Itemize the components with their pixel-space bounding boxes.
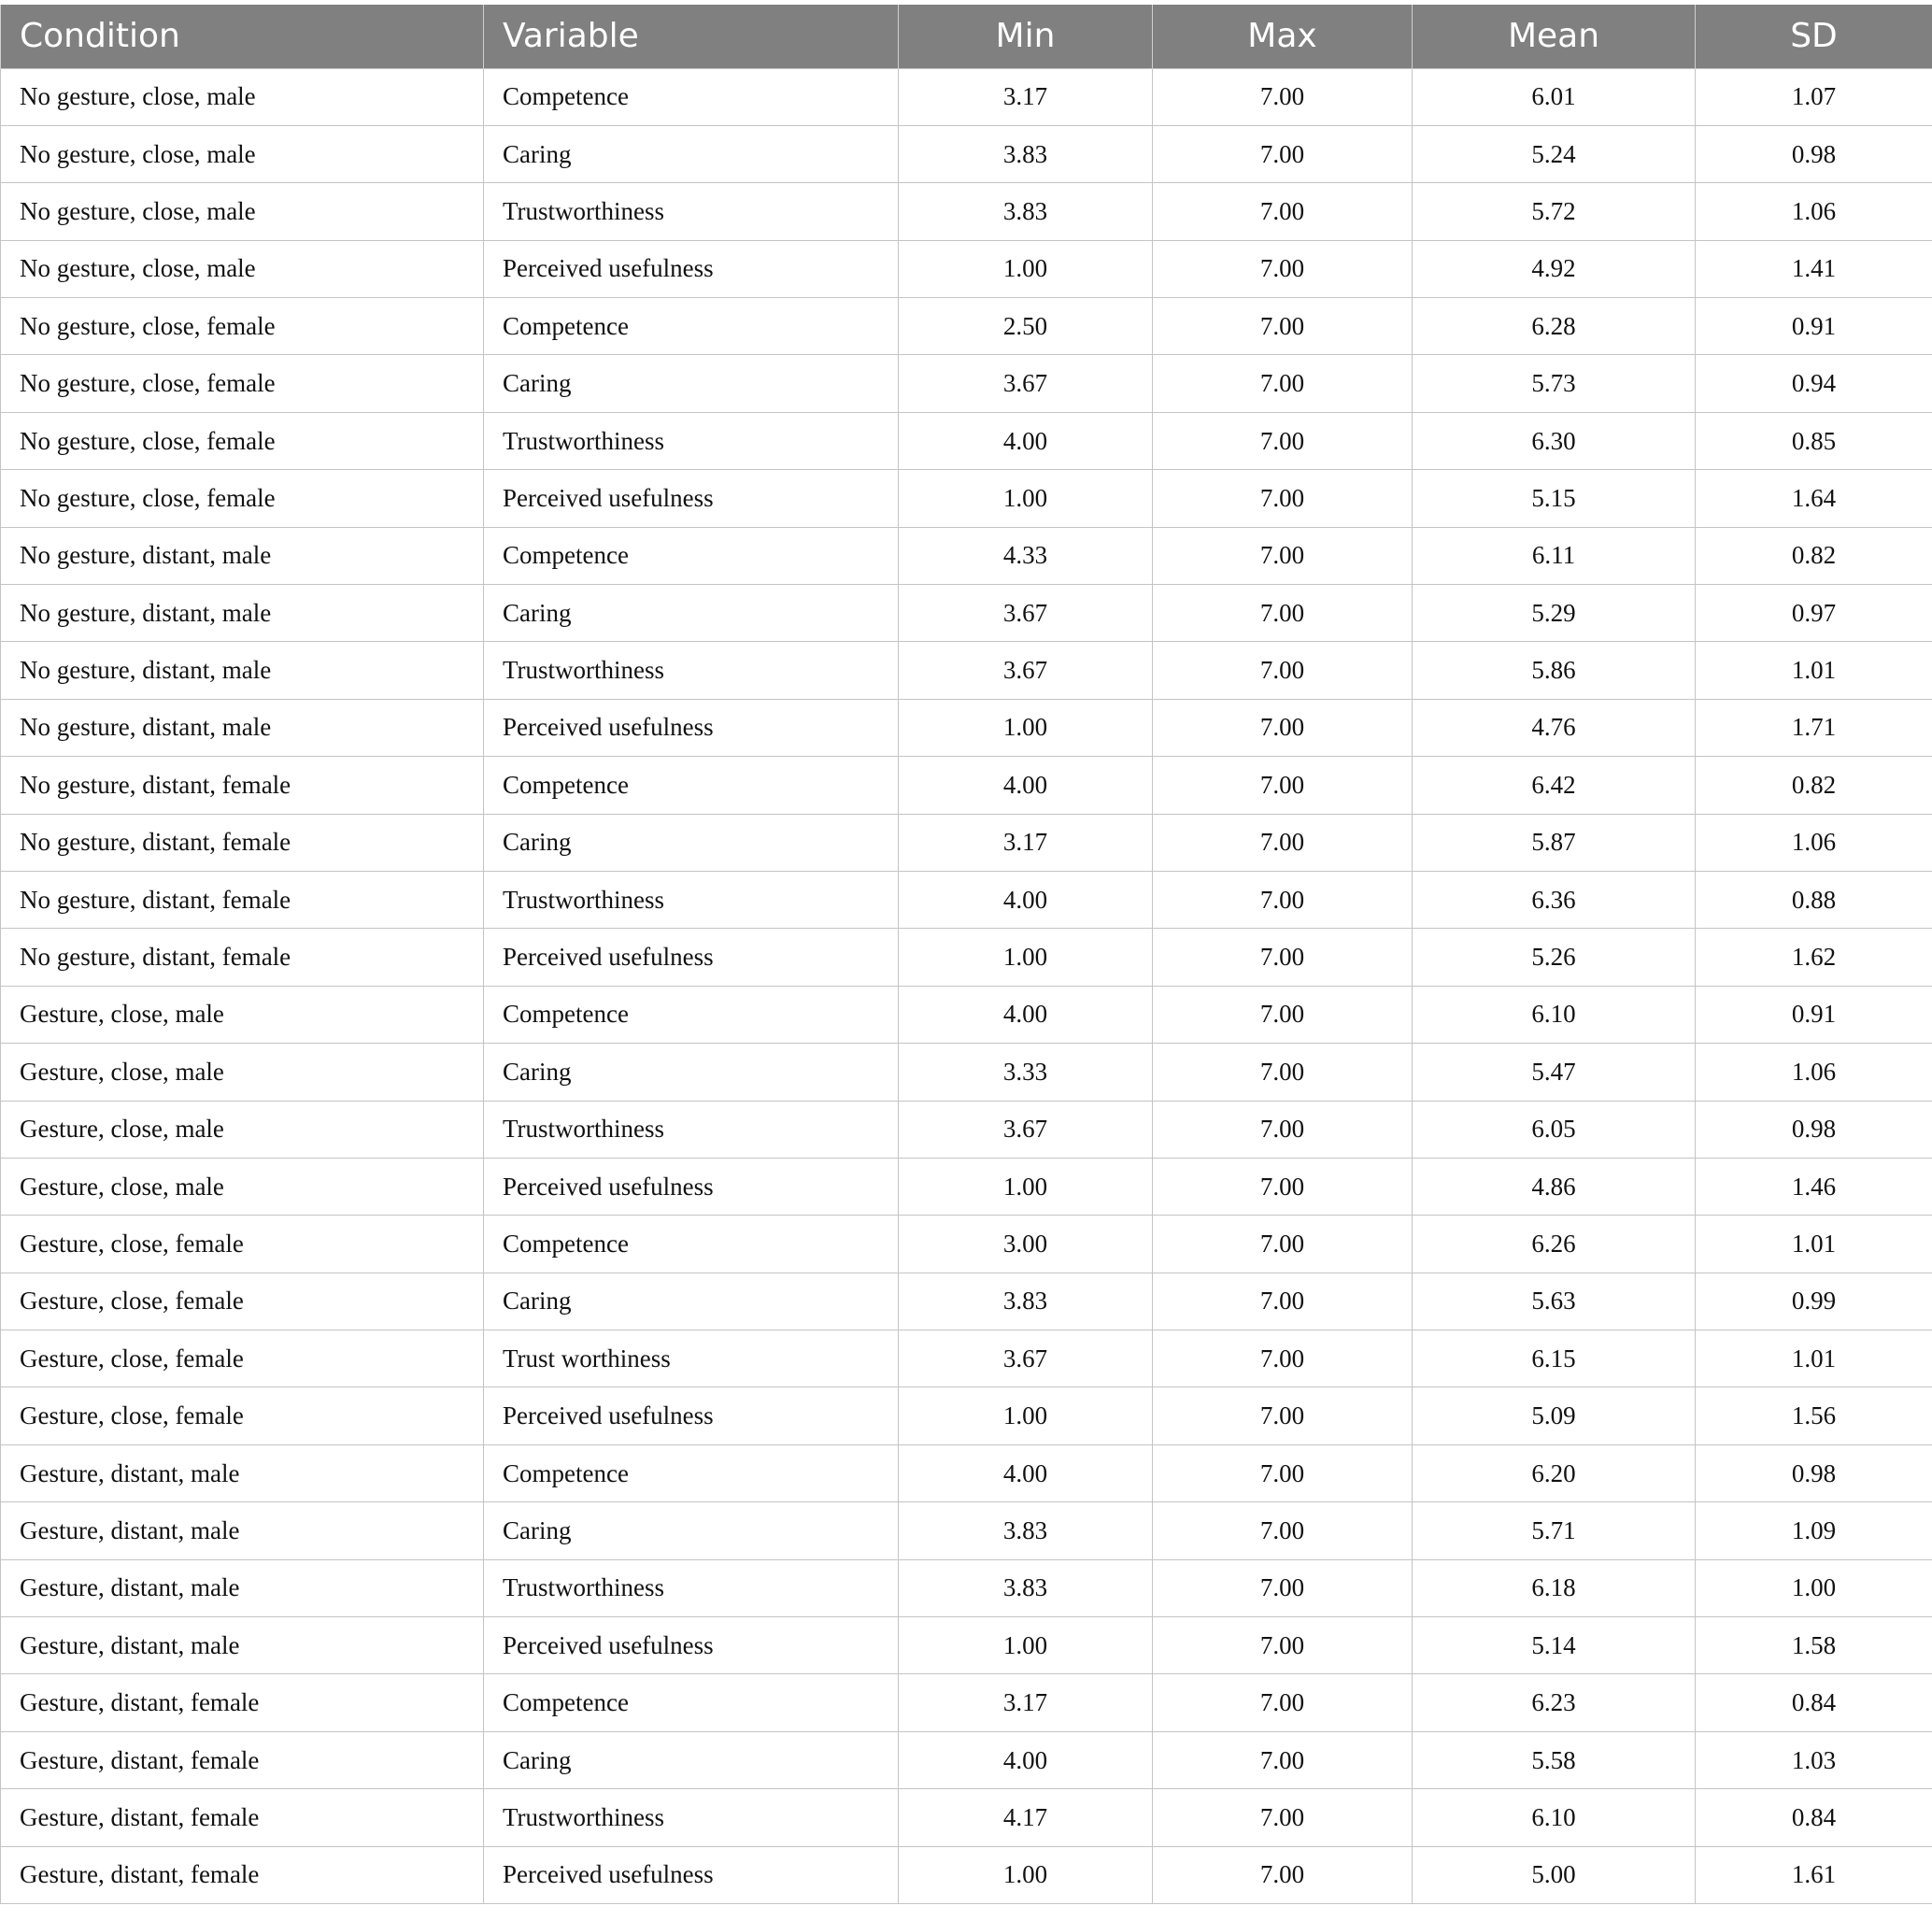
condition-cell: Gesture, distant, male [1,1559,484,1616]
variable-cell: Competence [484,1216,899,1273]
table-row [1,642,1932,699]
min-cell: 3.83 [899,1559,1153,1616]
table-row [1,183,1932,240]
condition-cell: Gesture, distant, female [1,1846,484,1903]
min-cell: 3.83 [899,1273,1153,1330]
sd-cell: 0.88 [1696,871,1932,928]
header-condition: Condition [1,5,484,68]
table-row [1,1617,1932,1674]
max-cell: 7.00 [1153,183,1413,240]
sd-cell: 1.06 [1696,1044,1932,1101]
variable-cell: Trustworthiness [484,1559,899,1616]
min-cell: 4.33 [899,527,1153,584]
max-cell: 7.00 [1153,1674,1413,1731]
mean-cell: 5.09 [1413,1387,1696,1444]
min-cell: 3.33 [899,1044,1153,1101]
variable-cell: Trust worthiness [484,1330,899,1387]
condition-cell: No gesture, distant, male [1,642,484,699]
sd-cell: 0.82 [1696,757,1932,814]
max-cell: 7.00 [1153,240,1413,297]
sd-cell: 0.91 [1696,298,1932,355]
condition-cell: Gesture, close, male [1,1044,484,1101]
variable-cell: Competence [484,298,899,355]
mean-cell: 6.11 [1413,527,1696,584]
condition-cell: Gesture, distant, male [1,1444,484,1501]
variable-cell: Perceived usefulness [484,240,899,297]
min-cell: 3.17 [899,814,1153,871]
min-cell: 1.00 [899,470,1153,527]
variable-cell: Competence [484,1674,899,1731]
variable-cell: Caring [484,1044,899,1101]
table-row [1,470,1932,527]
mean-cell: 6.01 [1413,68,1696,125]
variable-cell: Perceived usefulness [484,470,899,527]
variable-cell: Perceived usefulness [484,929,899,986]
mean-cell: 6.28 [1413,298,1696,355]
mean-cell: 5.26 [1413,929,1696,986]
max-cell: 7.00 [1153,1216,1413,1273]
variable-cell: Competence [484,527,899,584]
descriptive-statistics-table [0,5,1932,1904]
mean-cell: 5.72 [1413,183,1696,240]
header-mean: Mean [1413,5,1696,68]
min-cell: 1.00 [899,1158,1153,1215]
variable-cell: Caring [484,1273,899,1330]
condition-cell: No gesture, close, female [1,412,484,469]
max-cell: 7.00 [1153,1731,1413,1788]
max-cell: 7.00 [1153,1273,1413,1330]
table-row [1,1789,1932,1846]
variable-cell: Caring [484,1731,899,1788]
table-row [1,585,1932,642]
table-row [1,1158,1932,1215]
condition-cell: No gesture, distant, female [1,871,484,928]
sd-cell: 0.97 [1696,585,1932,642]
table-row [1,1101,1932,1158]
max-cell: 7.00 [1153,642,1413,699]
max-cell: 7.00 [1153,412,1413,469]
table-row [1,814,1932,871]
table-row [1,1273,1932,1330]
mean-cell: 4.92 [1413,240,1696,297]
sd-cell: 1.46 [1696,1158,1932,1215]
mean-cell: 5.87 [1413,814,1696,871]
max-cell: 7.00 [1153,1559,1413,1616]
condition-cell: No gesture, close, male [1,240,484,297]
condition-cell: Gesture, close, female [1,1330,484,1387]
condition-cell: No gesture, distant, male [1,527,484,584]
sd-cell: 1.71 [1696,699,1932,756]
sd-cell: 1.64 [1696,470,1932,527]
min-cell: 4.00 [899,1731,1153,1788]
sd-cell: 1.03 [1696,1731,1932,1788]
min-cell: 4.00 [899,986,1153,1043]
mean-cell: 4.86 [1413,1158,1696,1215]
condition-cell: No gesture, close, male [1,68,484,125]
condition-cell: No gesture, close, male [1,125,484,182]
min-cell: 1.00 [899,929,1153,986]
mean-cell: 5.73 [1413,355,1696,412]
min-cell: 3.67 [899,1330,1153,1387]
header-row [1,5,1932,68]
mean-cell: 5.47 [1413,1044,1696,1101]
variable-cell: Trustworthiness [484,871,899,928]
max-cell: 7.00 [1153,1101,1413,1158]
mean-cell: 6.30 [1413,412,1696,469]
sd-cell: 0.85 [1696,412,1932,469]
min-cell: 3.83 [899,1502,1153,1559]
sd-cell: 1.06 [1696,814,1932,871]
sd-cell: 1.09 [1696,1502,1932,1559]
condition-cell: Gesture, close, male [1,1158,484,1215]
mean-cell: 5.29 [1413,585,1696,642]
mean-cell: 6.36 [1413,871,1696,928]
max-cell: 7.00 [1153,757,1413,814]
condition-cell: Gesture, distant, female [1,1731,484,1788]
sd-cell: 0.99 [1696,1273,1932,1330]
table-row [1,929,1932,986]
mean-cell: 6.05 [1413,1101,1696,1158]
min-cell: 3.67 [899,585,1153,642]
variable-cell: Perceived usefulness [484,1846,899,1903]
condition-cell: Gesture, close, female [1,1387,484,1444]
table-row [1,1846,1932,1903]
sd-cell: 1.62 [1696,929,1932,986]
condition-cell: Gesture, distant, female [1,1789,484,1846]
max-cell: 7.00 [1153,699,1413,756]
sd-cell: 1.01 [1696,642,1932,699]
max-cell: 7.00 [1153,814,1413,871]
table-row [1,1444,1932,1501]
min-cell: 4.00 [899,412,1153,469]
mean-cell: 6.23 [1413,1674,1696,1731]
variable-cell: Trustworthiness [484,412,899,469]
max-cell: 7.00 [1153,1617,1413,1674]
min-cell: 4.00 [899,1444,1153,1501]
condition-cell: No gesture, distant, female [1,814,484,871]
min-cell: 3.67 [899,355,1153,412]
min-cell: 3.17 [899,1674,1153,1731]
max-cell: 7.00 [1153,1846,1413,1903]
table-row [1,1559,1932,1616]
condition-cell: No gesture, close, female [1,355,484,412]
max-cell: 7.00 [1153,68,1413,125]
condition-cell: Gesture, close, male [1,1101,484,1158]
variable-cell: Caring [484,125,899,182]
sd-cell: 1.56 [1696,1387,1932,1444]
condition-cell: No gesture, close, female [1,470,484,527]
variable-cell: Trustworthiness [484,1789,899,1846]
condition-cell: No gesture, close, female [1,298,484,355]
sd-cell: 0.84 [1696,1674,1932,1731]
table-row [1,1674,1932,1731]
condition-cell: No gesture, distant, female [1,929,484,986]
max-cell: 7.00 [1153,125,1413,182]
variable-cell: Perceived usefulness [484,699,899,756]
max-cell: 7.00 [1153,1789,1413,1846]
max-cell: 7.00 [1153,871,1413,928]
max-cell: 7.00 [1153,1044,1413,1101]
max-cell: 7.00 [1153,470,1413,527]
table-row [1,355,1932,412]
condition-cell: Gesture, distant, female [1,1674,484,1731]
max-cell: 7.00 [1153,298,1413,355]
condition-cell: No gesture, distant, male [1,585,484,642]
mean-cell: 6.42 [1413,757,1696,814]
variable-cell: Caring [484,814,899,871]
mean-cell: 5.58 [1413,1731,1696,1788]
max-cell: 7.00 [1153,355,1413,412]
table-row [1,1387,1932,1444]
mean-cell: 5.86 [1413,642,1696,699]
min-cell: 1.00 [899,1846,1153,1903]
sd-cell: 0.84 [1696,1789,1932,1846]
variable-cell: Caring [484,1502,899,1559]
condition-cell: Gesture, distant, male [1,1502,484,1559]
min-cell: 3.83 [899,183,1153,240]
table-row [1,240,1932,297]
sd-cell: 1.58 [1696,1617,1932,1674]
mean-cell: 6.26 [1413,1216,1696,1273]
min-cell: 4.17 [899,1789,1153,1846]
table-row [1,699,1932,756]
mean-cell: 4.76 [1413,699,1696,756]
min-cell: 1.00 [899,1387,1153,1444]
max-cell: 7.00 [1153,527,1413,584]
header-min: Min [899,5,1153,68]
header-sd: SD [1696,5,1932,68]
min-cell: 2.50 [899,298,1153,355]
condition-cell: Gesture, close, male [1,986,484,1043]
variable-cell: Trustworthiness [484,642,899,699]
max-cell: 7.00 [1153,1444,1413,1501]
mean-cell: 5.63 [1413,1273,1696,1330]
table-header [1,5,1932,68]
max-cell: 7.00 [1153,1502,1413,1559]
variable-cell: Trustworthiness [484,1101,899,1158]
sd-cell: 0.98 [1696,125,1932,182]
max-cell: 7.00 [1153,929,1413,986]
table-body [1,68,1932,1904]
min-cell: 3.00 [899,1216,1153,1273]
table-row [1,412,1932,469]
sd-cell: 0.82 [1696,527,1932,584]
sd-cell: 0.98 [1696,1101,1932,1158]
min-cell: 4.00 [899,871,1153,928]
mean-cell: 6.10 [1413,986,1696,1043]
sd-cell: 1.01 [1696,1216,1932,1273]
variable-cell: Caring [484,355,899,412]
table-row [1,986,1932,1043]
max-cell: 7.00 [1153,585,1413,642]
variable-cell: Perceived usefulness [484,1158,899,1215]
max-cell: 7.00 [1153,986,1413,1043]
condition-cell: No gesture, close, male [1,183,484,240]
mean-cell: 6.20 [1413,1444,1696,1501]
min-cell: 1.00 [899,699,1153,756]
max-cell: 7.00 [1153,1387,1413,1444]
table-row [1,757,1932,814]
variable-cell: Competence [484,757,899,814]
min-cell: 3.17 [899,68,1153,125]
header-variable: Variable [484,5,899,68]
header-max: Max [1153,5,1413,68]
mean-cell: 5.14 [1413,1617,1696,1674]
max-cell: 7.00 [1153,1158,1413,1215]
table-row [1,1502,1932,1559]
table-row [1,1330,1932,1387]
sd-cell: 1.61 [1696,1846,1932,1903]
sd-cell: 1.41 [1696,240,1932,297]
mean-cell: 5.00 [1413,1846,1696,1903]
variable-cell: Perceived usefulness [484,1387,899,1444]
mean-cell: 5.71 [1413,1502,1696,1559]
condition-cell: Gesture, close, female [1,1216,484,1273]
variable-cell: Competence [484,1444,899,1501]
min-cell: 3.67 [899,642,1153,699]
condition-cell: No gesture, distant, female [1,757,484,814]
min-cell: 3.67 [899,1101,1153,1158]
table-row [1,68,1932,125]
mean-cell: 6.10 [1413,1789,1696,1846]
sd-cell: 0.91 [1696,986,1932,1043]
condition-cell: No gesture, distant, male [1,699,484,756]
mean-cell: 6.18 [1413,1559,1696,1616]
variable-cell: Trustworthiness [484,183,899,240]
table-row [1,298,1932,355]
table-row [1,871,1932,928]
sd-cell: 0.94 [1696,355,1932,412]
table-row [1,527,1932,584]
variable-cell: Perceived usefulness [484,1617,899,1674]
sd-cell: 0.98 [1696,1444,1932,1501]
mean-cell: 5.15 [1413,470,1696,527]
table-row [1,1216,1932,1273]
min-cell: 3.83 [899,125,1153,182]
mean-cell: 6.15 [1413,1330,1696,1387]
variable-cell: Competence [484,68,899,125]
max-cell: 7.00 [1153,1330,1413,1387]
condition-cell: Gesture, distant, male [1,1617,484,1674]
mean-cell: 5.24 [1413,125,1696,182]
sd-cell: 1.07 [1696,68,1932,125]
condition-cell: Gesture, close, female [1,1273,484,1330]
variable-cell: Caring [484,585,899,642]
sd-cell: 1.00 [1696,1559,1932,1616]
min-cell: 1.00 [899,1617,1153,1674]
table-row [1,1731,1932,1788]
table-row [1,1044,1932,1101]
min-cell: 1.00 [899,240,1153,297]
min-cell: 4.00 [899,757,1153,814]
table-row [1,125,1932,182]
variable-cell: Competence [484,986,899,1043]
sd-cell: 1.01 [1696,1330,1932,1387]
sd-cell: 1.06 [1696,183,1932,240]
